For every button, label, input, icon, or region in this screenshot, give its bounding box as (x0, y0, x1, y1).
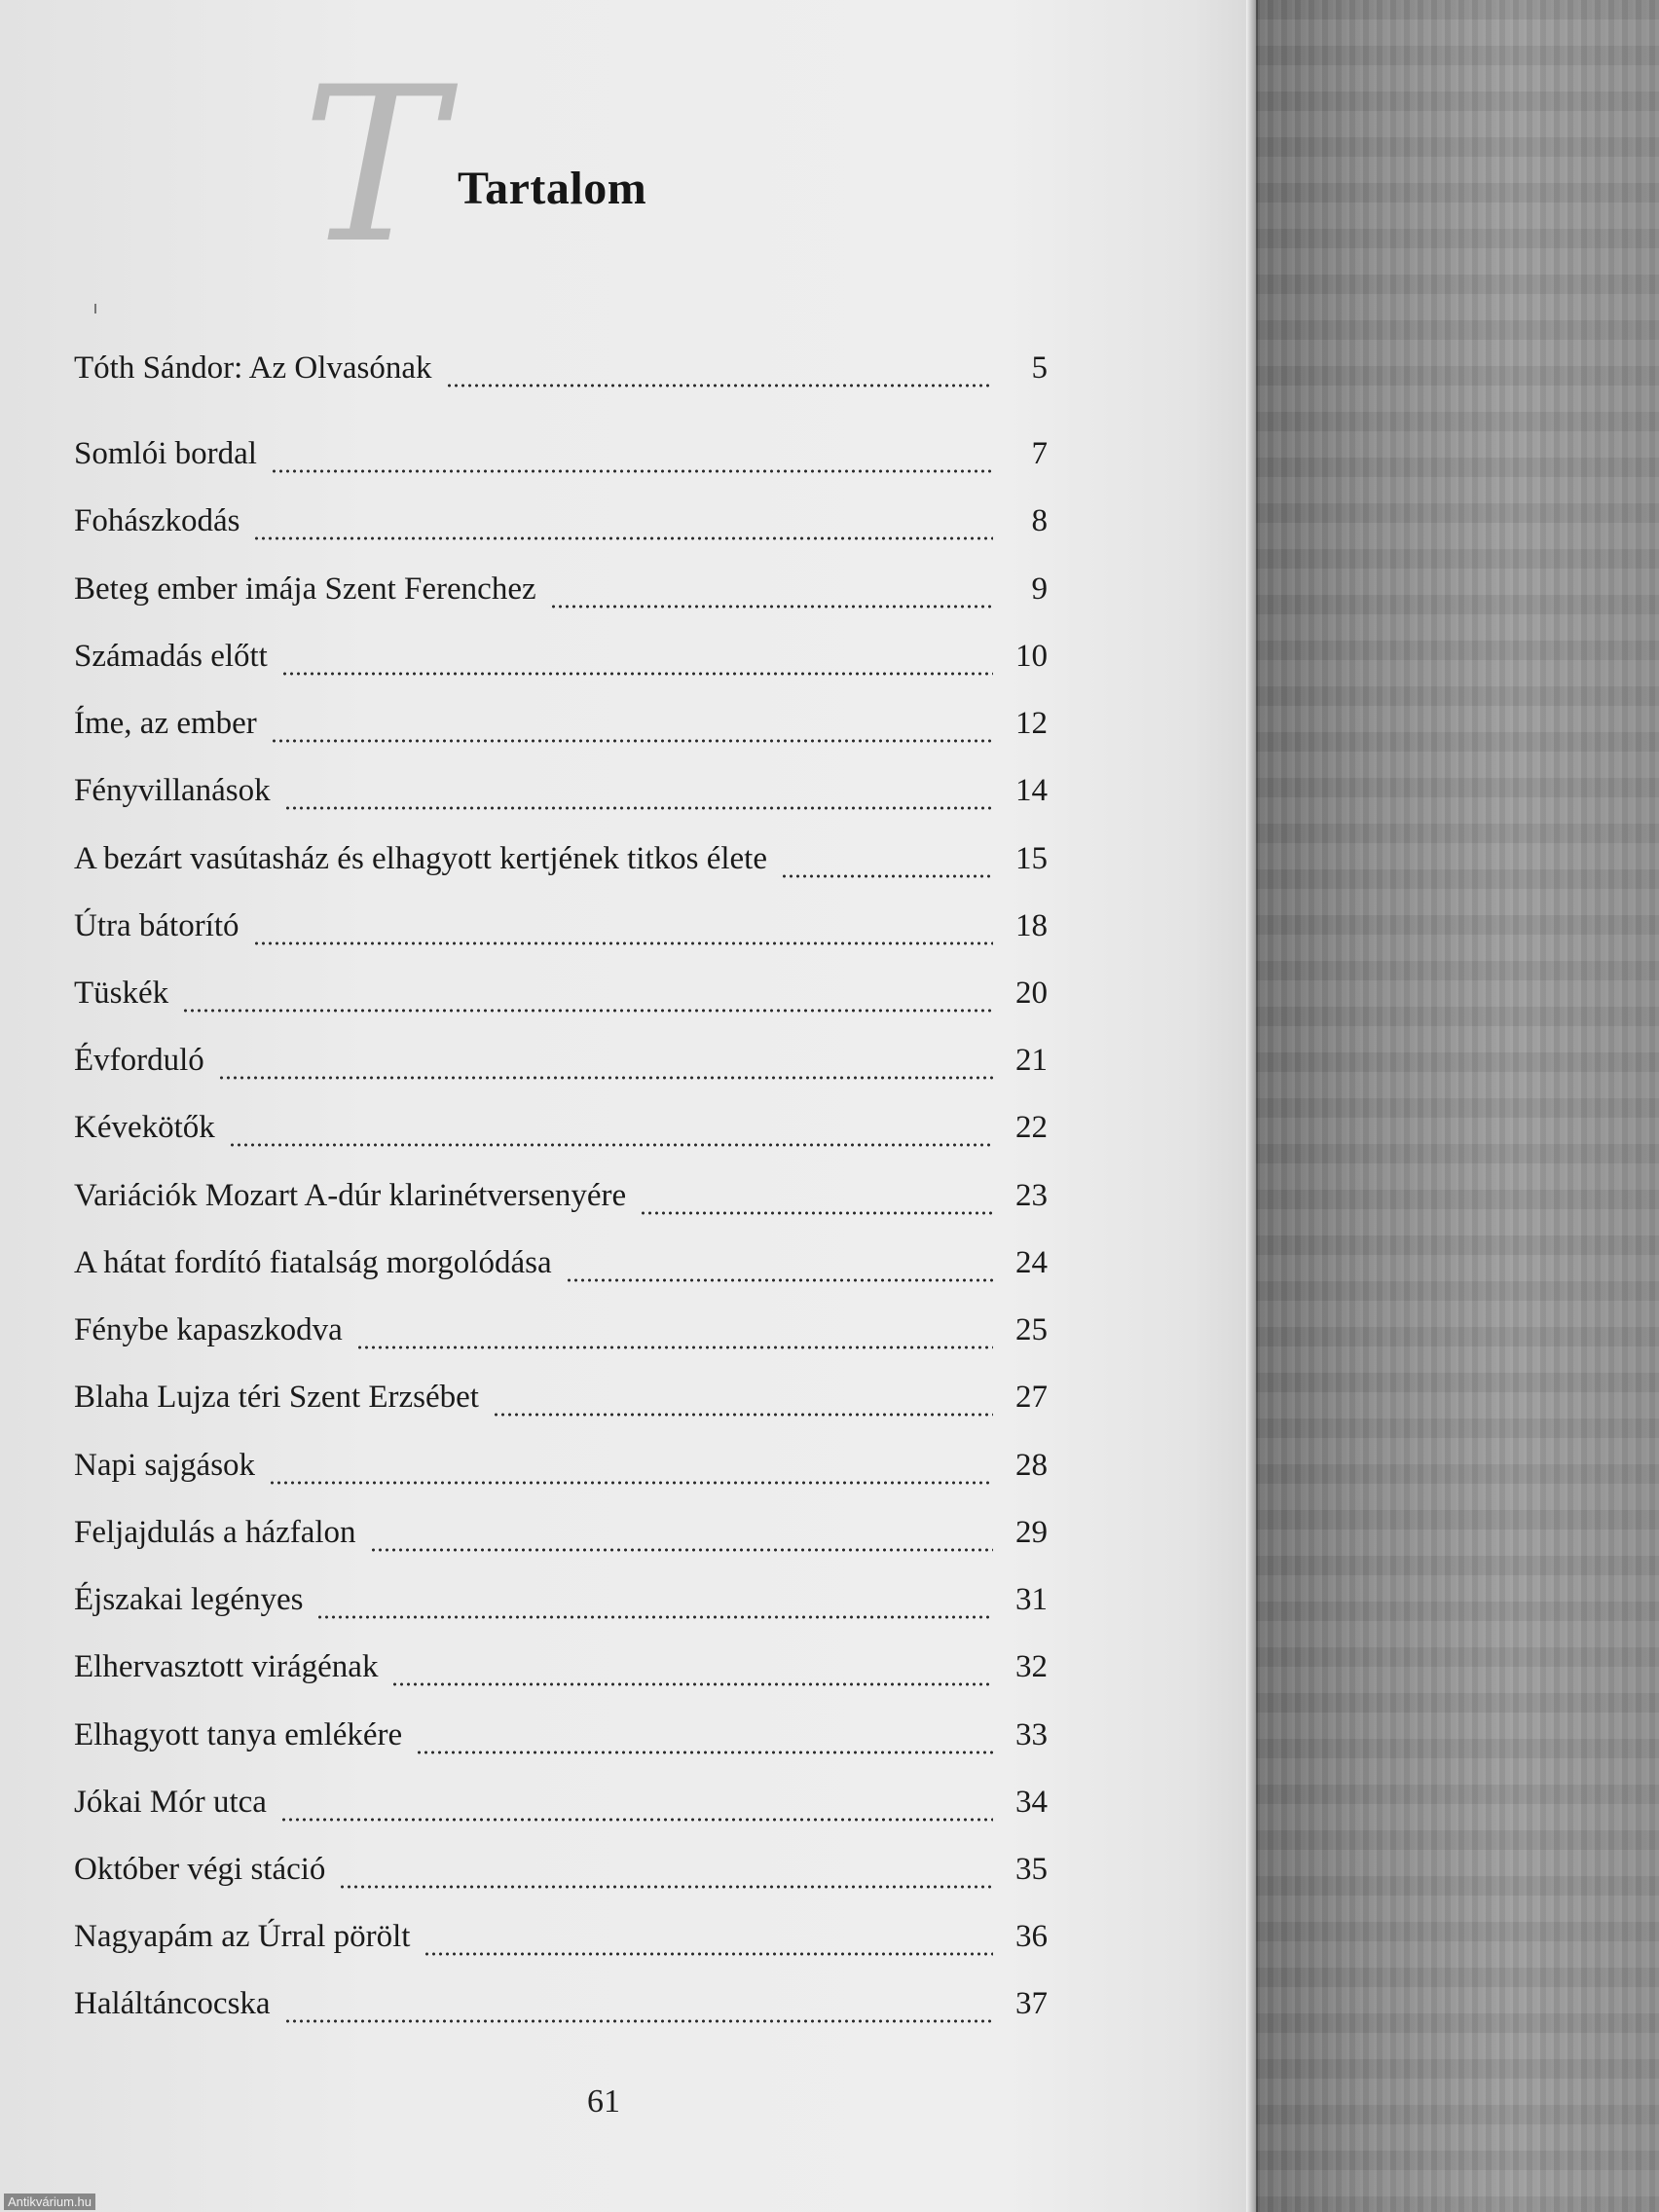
toc-entry-title: Variációk Mozart A-dúr klarinétversenyére (74, 1178, 627, 1213)
toc-entry-title: Fohászkodás (74, 503, 240, 538)
dot-leader (316, 1615, 993, 1619)
watermark: Antikvárium.hu (4, 2194, 95, 2210)
toc-entry-title: Kévekötők (74, 1110, 215, 1145)
toc-entry (74, 1785, 1048, 1831)
toc-entry (74, 841, 1048, 888)
toc-entry-page: 10 (1015, 639, 1048, 674)
dot-leader (269, 1481, 993, 1485)
dot-leader (271, 469, 993, 473)
toc-entry-title: Éjszakai legényes (74, 1582, 304, 1617)
dot-leader (218, 1076, 993, 1080)
dot-leader (339, 1885, 993, 1889)
toc-entry-title: Tóth Sándor: Az Olvasónak (74, 350, 432, 386)
toc-entry-title: Haláltáncocska (74, 1986, 271, 2021)
toc-entry (74, 1986, 1048, 2033)
toc-entry-title: Jókai Mór utca (74, 1785, 267, 1820)
toc-entry-title: A bezárt vasútasház és elhagyott kertjének titkos élete (74, 841, 767, 876)
toc-entry-page: 35 (1015, 1852, 1048, 1887)
dot-leader (424, 1952, 993, 1956)
toc-entry-page: 15 (1015, 841, 1048, 876)
toc-entry-page: 12 (1015, 706, 1048, 741)
toc-entry-page: 33 (1015, 1717, 1048, 1752)
toc-entry (74, 1448, 1048, 1494)
dot-leader (229, 1143, 993, 1147)
dot-leader (781, 874, 993, 878)
toc-entry-title: Útra bátorító (74, 908, 240, 943)
toc-entry-page: 28 (1015, 1448, 1048, 1483)
toc-entry (74, 1178, 1048, 1225)
toc-entry-page: 22 (1015, 1110, 1048, 1145)
toc-entry-title: Fényvillanások (74, 773, 271, 808)
toc-entry-page: 36 (1015, 1919, 1048, 1954)
toc-entry (74, 1110, 1048, 1157)
toc-entry-title: Fénybe kapaszkodva (74, 1312, 343, 1347)
toc-entry-title: Október végi stáció (74, 1852, 326, 1887)
dot-leader (446, 384, 993, 387)
dot-leader (281, 672, 993, 676)
toc-entry-page: 5 (1031, 350, 1048, 386)
page-edge-shadow (1246, 0, 1258, 2212)
toc-entry (74, 1717, 1048, 1764)
dot-leader (391, 1682, 993, 1686)
toc-entry-page: 31 (1015, 1582, 1048, 1617)
page-title: Tartalom (458, 163, 647, 214)
toc-entry-title: Beteg ember imája Szent Ferenchez (74, 571, 536, 607)
toc-entry (74, 639, 1048, 685)
toc-entry-page: 23 (1015, 1178, 1048, 1213)
dot-leader (280, 1818, 993, 1822)
toc-entry-page: 32 (1015, 1649, 1048, 1684)
toc-entry-title: Számadás előtt (74, 639, 268, 674)
dot-leader (370, 1548, 993, 1552)
toc-entry-page: 18 (1015, 908, 1048, 943)
toc-entry (74, 976, 1048, 1022)
toc-entry-page: 7 (1031, 436, 1048, 471)
dot-leader (253, 941, 993, 945)
background-surface (1251, 0, 1659, 2212)
toc-entry (74, 1380, 1048, 1426)
dot-leader (271, 739, 993, 743)
dot-leader (566, 1278, 993, 1282)
toc-entry (74, 1312, 1048, 1359)
toc-entry (74, 1245, 1048, 1292)
toc-entry-page: 21 (1015, 1043, 1048, 1078)
dot-leader (182, 1009, 993, 1013)
toc-entry (74, 503, 1048, 550)
toc-entry-title: Elhagyott tanya emlékére (74, 1717, 403, 1752)
toc-entry-title: Elhervasztott virágénak (74, 1649, 379, 1684)
toc-entry-title: Napi sajgások (74, 1448, 256, 1483)
toc-entry (74, 1649, 1048, 1696)
toc-entry-page: 29 (1015, 1515, 1048, 1550)
toc-entry-title: Nagyapám az Úrral pörölt (74, 1919, 411, 1954)
toc-entry (74, 1515, 1048, 1562)
toc-entry-title: Íme, az ember (74, 706, 257, 741)
toc-entry-page: 37 (1015, 1986, 1048, 2021)
toc-entry (74, 1852, 1048, 1899)
toc-entry-title: Somlói bordal (74, 436, 257, 471)
toc-entry (74, 1919, 1048, 1966)
toc-entry (74, 571, 1048, 618)
toc-entry-title: Feljajdulás a házfalon (74, 1515, 356, 1550)
toc-entry (74, 350, 1048, 397)
margin-mark (94, 304, 96, 313)
toc-entry (74, 773, 1048, 820)
toc-entry (74, 1043, 1048, 1089)
dot-leader (640, 1211, 993, 1215)
toc-entry-page: 24 (1015, 1245, 1048, 1280)
toc-entry (74, 908, 1048, 955)
toc-entry-page: 8 (1031, 503, 1048, 538)
toc-entry-page: 27 (1015, 1380, 1048, 1415)
toc-entry-page: 20 (1015, 976, 1048, 1011)
dot-leader (356, 1346, 993, 1349)
toc-entry-title: A hátat fordító fiatalság morgolódása (74, 1245, 552, 1280)
toc-entry-page: 34 (1015, 1785, 1048, 1820)
toc-entry (74, 1582, 1048, 1629)
dot-leader (550, 605, 993, 608)
dot-leader (493, 1413, 993, 1417)
dot-leader (416, 1751, 993, 1754)
toc-entry (74, 706, 1048, 753)
dot-leader (253, 536, 993, 540)
toc-entry (74, 436, 1048, 483)
page-number: 61 (587, 2083, 620, 2120)
toc-entry-title: Tüskék (74, 976, 169, 1011)
toc-entry-title: Blaha Lujza téri Szent Erzsébet (74, 1380, 479, 1415)
toc-entry-page: 9 (1031, 571, 1048, 607)
dot-leader (284, 2019, 993, 2023)
toc-entry-title: Évforduló (74, 1043, 204, 1078)
page-heading (302, 41, 789, 290)
toc-entry-page: 25 (1015, 1312, 1048, 1347)
decorative-initial: T (302, 41, 445, 290)
toc-entry-page: 14 (1015, 773, 1048, 808)
dot-leader (284, 806, 993, 810)
